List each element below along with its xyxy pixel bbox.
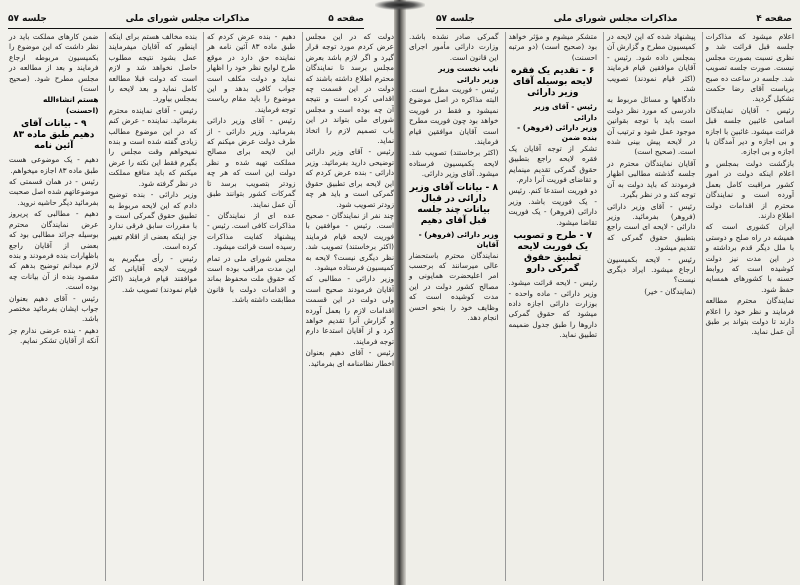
text-column — [505, 32, 598, 581]
page-number: صفحه ۵ — [328, 14, 364, 24]
section-heading: ۷ - طرح و تصویب یک فوریت لایحه تطبیق حقوق گمرکی دارو — [513, 231, 593, 275]
paragraph: رئیس - آقایان نمایندگان اسامی غائبین جلسه قبل قرائت میشود. غائبین با اجازه و بی اجازه و دیر آمدگان با اجازه و بی اجازه. — [705, 105, 794, 157]
paragraph: رئیس - آقای وزیر دارائی بفرمائید. وزیر دارائی - از طرف دولت عرض میکنم که این لایحه برای مصالح مملکت تهیه شده و نظر دولت این است که هر چه زودتر بتصویب برسد تا گمرکات کشور بتوانند طبق آن عمل نمایند. — [207, 116, 296, 209]
publication-title: مذاکرات مجلس شورای ملی — [125, 14, 250, 24]
session-number: جلسه ۵۷ — [8, 14, 47, 24]
paragraph: رئیس - رأی میگیریم به فوریت لایحه آقایانی که موافقند قیام فرمایند (اکثر قیام نمودند) تصویب شد. — [108, 253, 197, 294]
paragraph: وزیر دارائی - مطالبی که آقایان فرمودند صحیح است ولی دولت در این قسمت اقدامات لازم را بعمل آورده و گزارش آنرا تقدیم خواهد کرد و از آقایان استدعا دارم توجه فرمایند. — [305, 274, 394, 346]
text-column — [406, 32, 499, 581]
paragraph: وزیر دارائی - بنده توضیح دادم که این لایحه مربوط به تطبیق حقوق گمرکی است و با مقررات سابق فرقی ندارد جز اینکه بعضی از اقلام تغییر کرده است. — [108, 190, 197, 252]
speaker-line: وزیر دارائی (فروهر) - بنده ضمن — [517, 123, 597, 143]
text-column — [105, 32, 198, 581]
paragraph: عده ای از نمایندگان - مذاکرات کافی است. رئیس - پیشنهاد کفایت مذاکرات رسیده است قرائت میشود. — [207, 210, 296, 252]
paragraph: نمایندگان محترم باستحضار عالی میرسانند که برحسب امر اعلیحضرت همایونی و مصالح کشور دولت در این مدت کوشیده است که وظایف خود را بنحو احسن انجام دهد. — [409, 250, 499, 322]
session-number: جلسه ۵۷ — [436, 14, 475, 24]
paragraph: مجلس شورای ملی در تمام این مدت مراقب بوده است که حقوق ملت محفوظ بماند و اقدامات دولت با قانون مطابقت داشته باشد. — [207, 253, 296, 305]
paragraph: رئیس - فوریت مطرح است. البته مذاکره در اصل موضوع نمیشود و فقط در فوریت خواهد بود چون فوریت مطرح است آقایان موافقین قیام فرمایند. — [409, 85, 499, 147]
paragraph: اعلام میشود که مذاکرات جلسه قبل قرائت شد و نظری نسبت بصورت مجلس نیست. صورت جلسه تصویب شد. جلسه در ساعت ده صبح بریاست آقای رضا حکمت تشکیل گردید. — [705, 32, 794, 104]
paragraph: (اکثر برخاستند) تصویب شد. لایحه بکمیسیون فرستاده میشود. آقای وزیر دارائی. — [409, 148, 499, 179]
page-fold-shadow — [394, 0, 406, 585]
paragraph: آقایان نمایندگان محترم در جلسه گذشته مطالبی اظهار فرمودند که باید دولت به آن توجه کند و در نظر بگیرد. — [607, 158, 696, 200]
section-heading: ۶ - تقدیم یک فقره لایحه بوسیله آقای وزیر دارائی — [511, 66, 595, 99]
paragraph: رئیس - آقای دهیم بعنوان جواب ایشان بفرمائید مختصر باشد. — [9, 293, 99, 324]
scan-smudge — [375, 0, 425, 10]
text-column — [203, 32, 296, 581]
speaker-line: هستم انشاءالله (احسنت) — [42, 95, 99, 115]
paragraph: رئیس - در همان قسمتی که موضوعاتهم شده اصل صحبت بفرمائید دیگر حاشیه نروید. — [9, 177, 99, 207]
paragraph: دهیم - بنده عرض کردم که طبق ماده ۸۳ آئین نامه هر نماینده حق دارد در موقع طرح لوایح نظر خود را اظهار نماید و دولت مکلف است جواب کافی بدهد و این موضوع را باید مقام ریاست توجه فرمایند. — [207, 32, 296, 114]
paragraph: چند نفر از نمایندگان - صحیح است. رئیس - موافقین با فوریت لایحه قیام فرمایند (اکثر برخاستند) تصویب شد. نظر دیگری نیست؟ لایحه به کمیسیون فرستاده میشود. — [305, 210, 394, 272]
text-column — [702, 32, 795, 581]
right-page-columns — [406, 32, 794, 581]
speaker-line: رئیس - آقای وزیر دارائی — [533, 102, 597, 122]
paragraph: ایران کشوری است که همیشه در راه صلح و دوستی با ملل دیگر قدم برداشته و در این مدت نیز دولت کوشیده است که روابط حسنه با کشورهای همسایه حفظ شود. — [705, 222, 794, 294]
section-heading: ۹ - بیانات آقای دهیم طبق ماده ۸۳ آئین نامه — [13, 119, 95, 152]
section-heading: ۸ - بیانات آقای وزیر دارائی در قبال بیانات چند جلسه قبل آقای دهیم — [409, 182, 498, 226]
paragraph: بازگشت دولت بمجلس و اعلام اینکه دولت در امور کشور مراقبت کامل بعمل آورده است و نمایندگان محترم از اقدامات دولت اطلاع دارند. — [705, 158, 794, 220]
paragraph: (نمایندگان - خیر) — [644, 286, 696, 296]
paragraph: رئیس - آقای وزیر دارائی توضیحی دارید بفرمائید. وزیر دارائی - بنده عرض کردم که این لایحه برای تطبیق حقوق گمرکی است و باید هر چه زودتر تصویب شود. — [305, 147, 394, 209]
paragraph: دو فوریت استدعا کنم. رئیس - یک فوریت باشد. وزیر دارائی (فروهر) - یک فوریت تقاضا میشود. — [508, 186, 597, 227]
paragraph: رئیس - آقای نماینده محترم بفرمائید. نماینده - عرض کنم که در این موضوع مطالب زیادی گفته شده است و بنده نمیخواهم وقت مجلس را بگیرم فقط این نکته را عرض میکنم که باید منافع مملکت در نظر گرفته شود. — [108, 105, 197, 188]
paragraph: ضمن کارهای مملکت باید در نظر داشت که این موضوع را بکمیسیون مربوطه ارجاع فرمایند و بعد از مطالعه در مجلس مطرح شود. (صحیح است) — [9, 32, 99, 94]
speaker-line: نایب نخست وزیر — [438, 64, 499, 74]
paragraph: دادگاهها و مسائل مربوط به دادرسی که مورد نظر دولت است باید با توجه بقوانین موجود عمل شود و ترتیب آن در لایحه پیش بینی شده است. (صحیح است) — [607, 95, 696, 157]
paragraph: تشکر از توجه آقایان یک فقره لایحه راجع بتطبیق حقوق گمرکی تقدیم مینمایم و تقاضای فوریت آنرا دارم. — [508, 143, 597, 185]
paragraph: دهیم - یک موضوعی هست طبق ماده ۸۳ اجازه میخواهم. — [9, 155, 99, 175]
paragraph: نمایندگان محترم مطالعه فرمایند و نظر خود را اعلام دارند تا دولت بتواند بر طبق آن عمل نماید. — [705, 296, 794, 337]
paragraph: رئیس - آقای دهیم بعنوان اخطار نظامنامه ای بفرمائید. — [305, 348, 394, 368]
paragraph: گمرکی صادر نشده باشد. وزارت دارائی مأمور اجرای این قانون است. — [409, 32, 499, 62]
text-column — [603, 32, 696, 581]
speaker-line: وزیر دارائی (فروهر) - آقایان — [418, 229, 499, 250]
text-column — [6, 32, 99, 581]
paragraph: بنده مخالف هستم برای اینکه اینطور که آقایان میفرمایند عمل بشود نتیجه مطلوب حاصل نخواهد شد و لازم است که دولت قبلا مطالعه کامل نماید و بعد لایحه را بمجلس بیاورد. — [108, 32, 197, 104]
paragraph: رئیس - لایحه قرائت میشود. وزیر دارائی - ماده واحده - بوزارت دارائی اجازه داده میشود که حقوق گمرکی داروها را طبق جدول ضمیمه تطبیق نماید. — [508, 278, 597, 340]
page-number: صفحه ۴ — [756, 14, 792, 24]
left-page-columns — [6, 32, 394, 581]
paragraph: رئیس - آقای وزیر دارائی (فروهر) بفرمائید. وزیر دارائی - لایحه ای است راجع بتطبیق حقوق گمرکی که تقدیم میشود. — [607, 201, 696, 253]
paragraph: دهیم - مطالبی که پریروز عرض نمایندگان محترم بوسیله جرائد مطالبی بود که بعضی از آقایان راجع باظهارات بنده فرمودند و بنده لازم میدانم توضیح بدهم که مقصود بنده از آن بیانات چه بوده است. — [9, 209, 99, 292]
speaker-line: وزیر دارائی — [456, 74, 499, 84]
paragraph: دهیم - بنده عرضی ندارم جز آنکه از آقایان تشکر نمایم. — [9, 325, 99, 346]
paragraph: رئیس - لایحه بکمیسیون ارجاع میشود. ایراد دیگری نیست؟ — [607, 254, 696, 285]
paragraph: پیشنهاد شده که این لایحه در کمیسیون مطرح و گزارش آن بمجلس داده شود. رئیس - آقایان موافقین قیام فرمایند (اکثر قیام نمودند) تصویب شد. — [606, 32, 696, 94]
paragraph: متشکر میشوم و مؤثر خواهد بود (صحیح است) (دو مرتبه احسنت) — [508, 32, 597, 62]
text-column — [302, 32, 395, 581]
right-page — [400, 0, 800, 585]
right-page-header — [436, 12, 792, 29]
publication-title: مذاکرات مجلس شورای ملی — [553, 14, 678, 24]
left-page-header — [8, 12, 364, 29]
paragraph: دولت که در این مجلس عرض کردم مورد توجه قرار گیرد و اگر لازم باشد بعرض مجلس برسد تا نمایندگان محترم اطلاع داشته باشند که دولت در این قسمت چه اقدامی کرده است و نتیجه آن چه بوده است و مجلس شورای ملی بتواند در این باب تصمیم لازم را اتخاذ نماید. — [305, 32, 394, 146]
